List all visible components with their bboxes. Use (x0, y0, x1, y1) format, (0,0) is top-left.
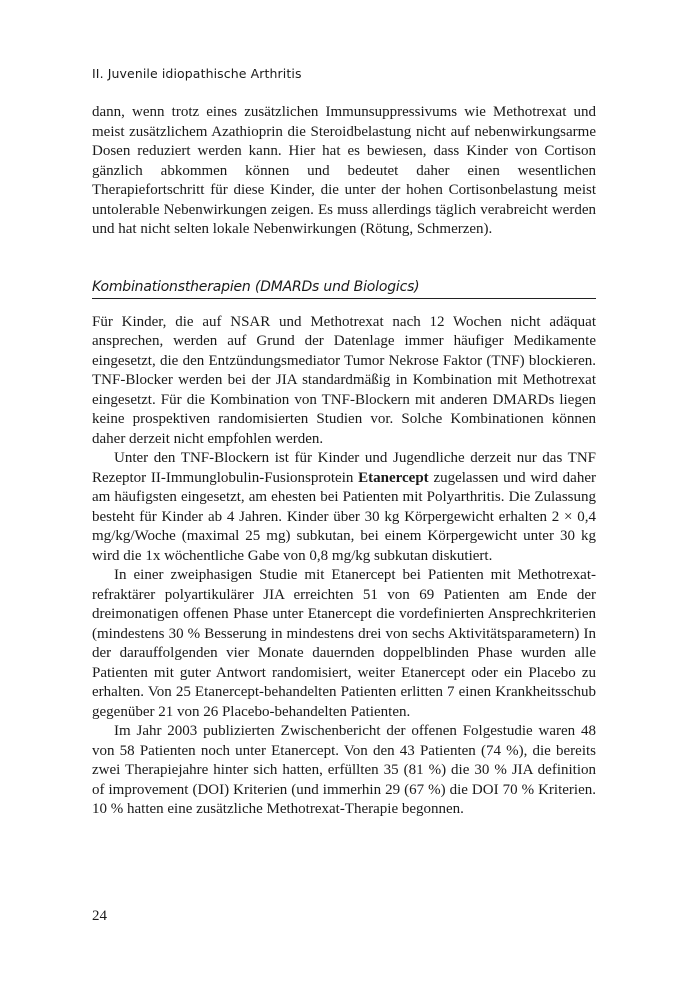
paragraph-2-text-a: Unter den TNF-Blockern ist für Kinder und Jugendliche derzeit nur das TNF Rezeptor II-Immunglobulin-Fusionsprotein (92, 450, 596, 486)
section-heading: Kombinationstherapien (DMARDs und Biologics) (92, 278, 596, 299)
drug-name-etanercept: Etanercept (358, 469, 429, 486)
paragraph-2 (92, 449, 596, 566)
paragraph-1: Für Kinder, die auf NSAR und Methotrexat nach 12 Wochen nicht adäquat ansprechen, werden auf Grund der Datenlage immer häufiger Medikamente eingesetzt, die den Entzündungsmediator Tumor Nekrose Faktor (TNF) blockieren. TNF-Blocker werden bei der JIA standardmäßig in Kombination mit Methotrexat eingesetzt. Für die Kombination von TNF-Blockern mit anderen DMARDs liegen keine prospektiven randomisierten Studien vor. Solche Kombinationen können daher derzeit nicht empfohlen werden. (92, 313, 596, 447)
paragraph-2-text-b: zugelassen und wird daher am häufigsten eingesetzt, am ehesten bei Patienten mit Polyarthritis. Die Zulassung besteht für Kinder ab 4 Jahren. Kinder über 30 kg Körpergewicht erhalten 2 × 0,4 mg/kg/Woche (maximal 25 mg) subkutan, bei einem Körpergewicht unter 30 kg wird die 1x wöchentliche Gabe von 0,8 mg/kg subkutan diskutiert. (92, 469, 596, 564)
page-body (92, 66, 596, 820)
paragraph-3: In einer zweiphasigen Studie mit Etanercept bei Patienten mit Methotrexatrefraktärer polyartikulärer JIA erreichten 51 von 69 Patienten am Ende der dreimonatigen offenen Phase unter Etanercept die vordefinierten Ansprechkriterien (mindestens 30 % Besserung in mindestens drei von sechs Aktivitätsparametern) In der darauffolgenden vier Monate dauernden doppelblinden Phase wurden alle Patienten mit guter Antwort randomisiert, weiter Etanercept oder ein Placebo zu erhalten. Von 25 Etanercept-behandelten Patienten erlitten 7 einen Krankheitsschub gegenüber 21 von 26 Placebo-behandelten Patienten. (92, 567, 596, 720)
running-head: II. Juvenile idiopathische Arthritis (92, 66, 302, 81)
paragraph-4: Im Jahr 2003 publizierten Zwischenbericht der offenen Folgestudie waren 48 von 58 Patienten noch unter Etanercept. Von den 43 Patienten (74 %), die bereits zwei Therapiejahre hinter sich hatten, erfüllten 35 (81 %) die 30 % JIA definition of improvement (DOI) Kriterien (und immerhin 29 (67 %) die DOI 70 % Kriterien. 10 % hatten eine zusätzliche Methotrexat-Therapie begonnen. (92, 723, 596, 817)
page-number: 24 (92, 908, 107, 924)
intro-paragraph: dann, wenn trotz eines zusätzlichen Immunsuppressivums wie Methotrexat und meist zusätzlichem Azathioprin die Steroidbelastung nicht auf nebenwirkungsarme Dosen reduziert werden kann. Hier hat es bewiesen, dass Kinder von Cortison gänzlich abkommen können und bedeutet daher einen wesentlichen Therapiefortschritt für diese Kinder, die unter der hohen Cortisonbelastung meist untolerable Nebenwirkungen zeigen. Es muss allerdings täglich verabreicht werden und hat nicht selten lokale Nebenwirkungen (Rötung, Schmerzen). (92, 104, 596, 237)
